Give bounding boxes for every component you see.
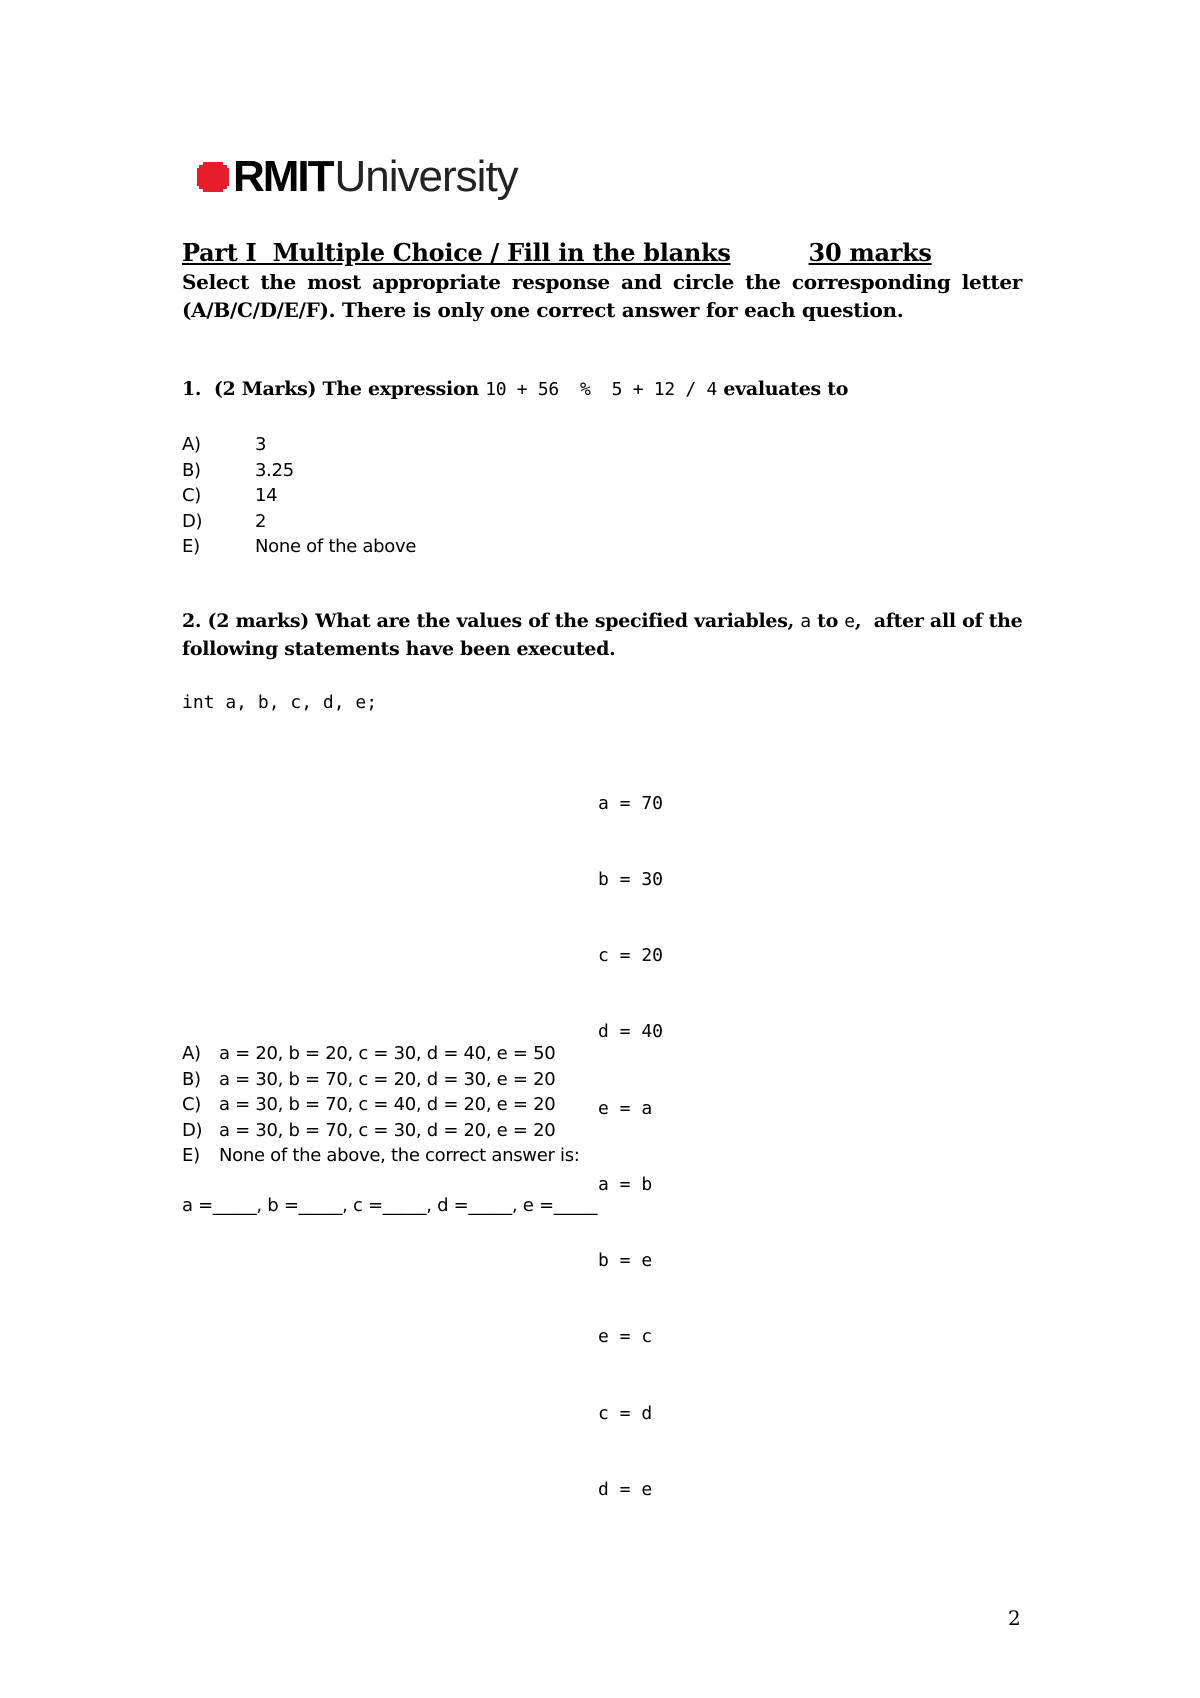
part-heading <box>182 238 932 267</box>
question-2-line-2: following statements have been executed. <box>182 638 616 660</box>
q2-options <box>182 1041 580 1169</box>
statement: e = a <box>598 1097 653 1119</box>
q2-option-b[interactable]: B) a = 30, b = 70, c = 20, d = 30, e = 20 <box>182 1068 556 1090</box>
statement: c = 20 <box>598 945 664 967</box>
instructions-line-2: (A/B/C/D/E/F). There is only one correct answer for each question. <box>182 298 904 322</box>
logo-rmit-text: RMIT <box>233 152 333 201</box>
statement: d = 40 <box>598 1021 664 1043</box>
logo-university-text: University <box>334 152 518 201</box>
q1-label: 1. (2 Marks) The expression <box>182 378 486 400</box>
q1-option-d[interactable]: D) 2 <box>182 510 267 532</box>
q2-declaration: int a, b, c, d, e; <box>182 692 378 713</box>
rmit-logo <box>195 152 518 202</box>
rmit-pixel-icon <box>195 160 229 194</box>
instructions-line-1: Select the most appropriate response and circle the corresponding letter <box>182 270 1022 294</box>
q2-option-a[interactable]: A) a = 20, b = 20, c = 30, d = 40, e = 50 <box>182 1043 556 1064</box>
q1-option-b[interactable]: B) 3.25 <box>182 459 294 481</box>
q1-expression: 10 + 56 % 5 + 12 / 4 <box>485 379 717 400</box>
question-1 <box>182 378 848 400</box>
statement: c = d <box>598 1402 653 1424</box>
q2-answer-blanks[interactable]: a =_____, b =_____, c =_____, d =_____, e =_____ <box>182 1195 598 1216</box>
instructions <box>182 268 1022 324</box>
q1-option-a[interactable]: A) 3 <box>182 434 267 455</box>
q2-option-d[interactable]: D) a = 30, b = 70, c = 30, d = 20, e = 20 <box>182 1119 556 1141</box>
statement: e = c <box>598 1326 653 1348</box>
statement: a = b <box>598 1173 653 1195</box>
q1-option-e[interactable]: E) None of the above <box>182 536 417 557</box>
statement: b = e <box>598 1250 653 1272</box>
q1-options <box>182 432 416 560</box>
statement: b = 30 <box>598 869 664 891</box>
q2-option-c[interactable]: C) a = 30, b = 70, c = 40, d = 20, e = 20 <box>182 1094 556 1115</box>
page-number: 2 <box>1008 1606 1021 1630</box>
statement: d = e <box>598 1478 653 1500</box>
statement: a = 70 <box>598 792 664 814</box>
question-2-line-1: 2. (2 marks) What are the values of the specified variables, a to e, after all of the <box>182 610 1023 632</box>
q1-suffix: evaluates to <box>717 378 849 400</box>
q1-option-c[interactable]: C) 14 <box>182 485 278 506</box>
q2-option-e[interactable]: E) None of the above, the correct answer is: <box>182 1145 580 1166</box>
part-title: Part I Multiple Choice / Fill in the blanks <box>182 238 731 267</box>
q2-statements <box>598 740 663 1528</box>
part-marks: 30 marks <box>808 238 932 267</box>
